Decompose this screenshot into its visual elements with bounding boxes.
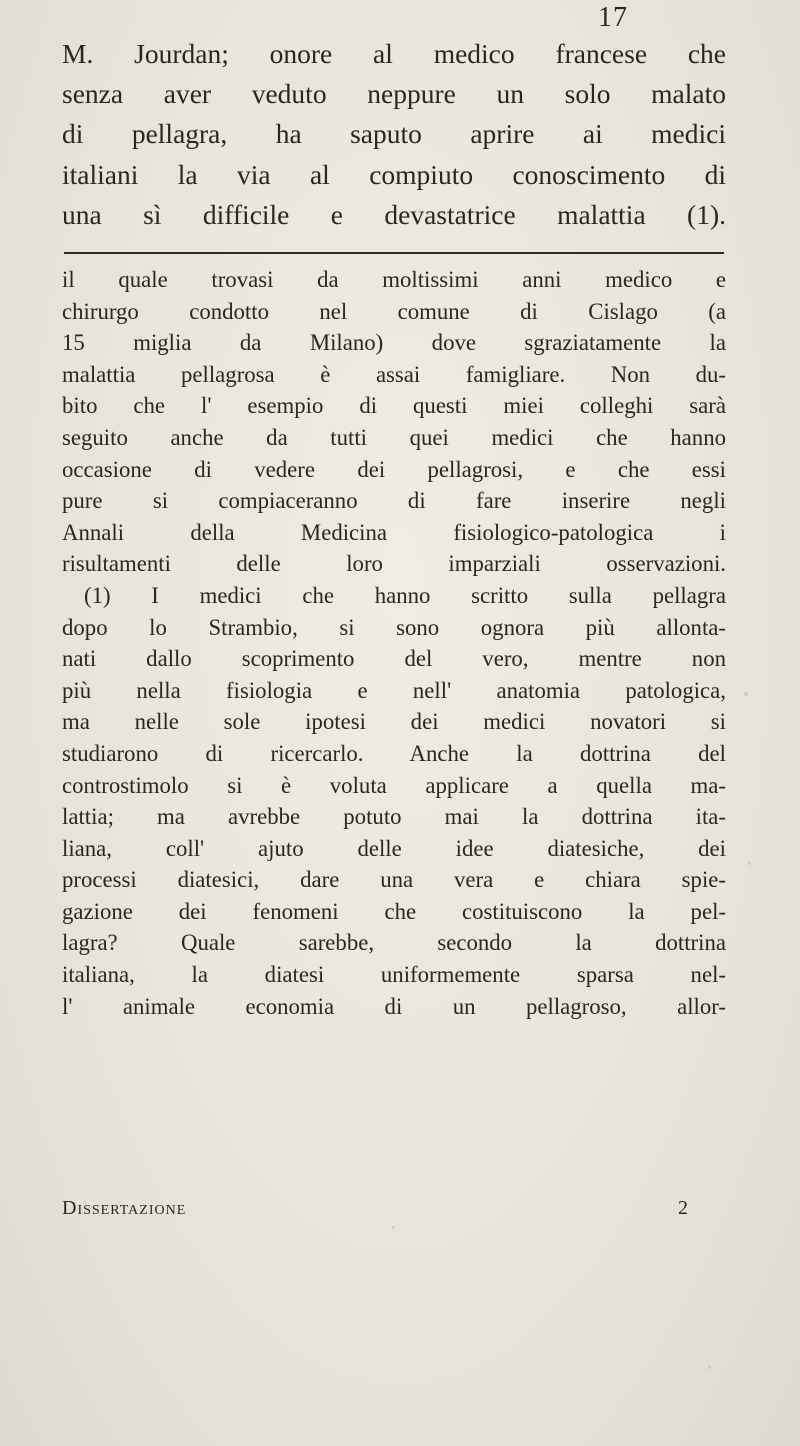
text-line: una sì difficile e devastatrice malattia (1). [62, 198, 726, 230]
footnote-line: lattia; ma avrebbe potuto mai la dottrina ita- [62, 804, 726, 830]
text-line: M. Jourdan; onore al medico francese che [62, 38, 726, 69]
footnote-line: chirurgo condotto nel comune di Cislago (a [62, 298, 726, 324]
text-line: italiani la via al compiuto conoscimento di [62, 158, 726, 190]
footnote-line: l' animale economia di un pellagroso, allor- [62, 993, 726, 1019]
footnote-line: 15 miglia da Milano) dove sgraziatamente la [62, 330, 726, 356]
footnote-line: processi diatesici, dare una vera e chiara spie- [62, 867, 726, 893]
footnote-line: malattia pellagrosa è assai famigliare. Non du- [62, 361, 726, 387]
main-text [62, 34, 726, 235]
footnote-text [62, 264, 726, 1022]
footnote-line: controstimolo si è voluta applicare a quella ma- [62, 772, 726, 798]
footnote-divider [64, 252, 724, 254]
footnote-line: risultamenti delle loro imparziali osservazioni. [62, 551, 726, 577]
footnote-line: seguito anche da tutti quei medici che hanno [62, 424, 726, 450]
paper-speck [748, 862, 751, 865]
paper-speck [744, 692, 748, 696]
footnote-line: gazione dei fenomeni che costituiscono la pel- [62, 898, 726, 924]
paper-speck [708, 1366, 711, 1369]
footnote-line: più nella fisiologia e nell' anatomia patologica, [62, 677, 726, 703]
footnote-line: studiarono di ricercarlo. Anche la dottrina del [62, 740, 726, 766]
footnote-line: il quale trovasi da moltissimi anni medico e [62, 267, 726, 292]
footnote-line: ma nelle sole ipotesi dei medici novatori si [62, 709, 726, 735]
footnote-line: nati dallo scoprimento del vero, mentre non [62, 646, 726, 672]
footnote-line: pure si compiaceranno di fare inserire negli [62, 488, 726, 514]
paper-speck [392, 1226, 395, 1229]
page-footer [62, 1197, 726, 1227]
footnote-line: Annali della Medicina fisiologico-patologica i [62, 519, 726, 545]
footnote-line: dopo lo Strambio, si sono ognora più allonta- [62, 614, 726, 640]
signature-number: 2 [678, 1197, 688, 1219]
text-line: senza aver veduto neppure un solo malato [62, 78, 726, 110]
footnote-line: bito che l' esempio di questi miei colleghi sarà [62, 393, 726, 419]
footnote-line: italiana, la diatesi uniformemente sparsa nel- [62, 962, 726, 988]
footnote-line: occasione di vedere dei pellagrosi, e che essi [62, 456, 726, 482]
signature-mark: Dissertazione [62, 1197, 187, 1219]
footnote-line: lagra? Quale sarebbe, secondo la dottrina [62, 930, 726, 956]
page-number: 17 [598, 2, 628, 33]
text-line: di pellagra, ha saputo aprire ai medici [62, 118, 726, 150]
footnote-line: (1) I medici che hanno scritto sulla pellagra [84, 582, 726, 608]
footnote-line: liana, coll' ajuto delle idee diatesiche, dei [62, 835, 726, 861]
